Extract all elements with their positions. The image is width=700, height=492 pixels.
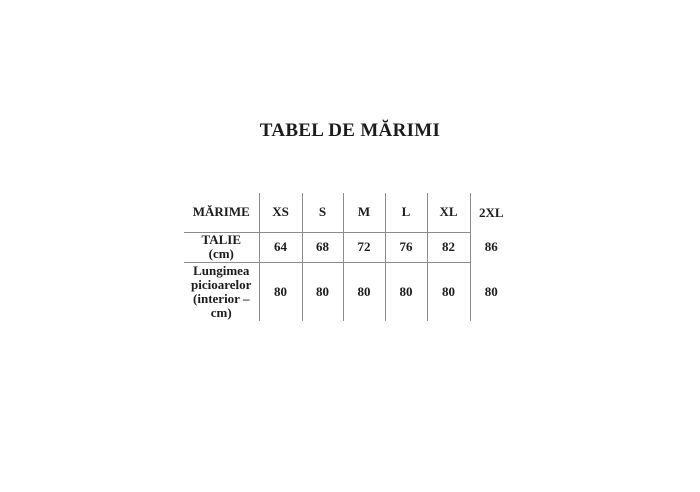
- table-row-talie: [184, 232, 512, 262]
- column-header-2xl: 2XL: [478, 204, 504, 220]
- table-cell-talie-xs: 64: [259, 232, 302, 262]
- column-header-marime: MĂRIME: [184, 193, 259, 232]
- table-cell-lungimea-m: 80: [343, 262, 385, 321]
- row-label-line: cm): [210, 304, 232, 320]
- row-label-lungimea: [184, 262, 259, 321]
- table-cell-lungimea-l: 80: [385, 262, 427, 321]
- table-cell-lungimea-s: 80: [302, 262, 343, 321]
- table-cell-talie-l: 76: [385, 232, 427, 262]
- row-label-line: Lungimea: [193, 262, 250, 278]
- size-table-header-row: [184, 193, 512, 232]
- table-cell-lungimea-xs: 80: [259, 262, 302, 321]
- table-cell-talie-s: 68: [302, 232, 343, 262]
- size-table: [184, 193, 512, 321]
- column-header-l: L: [385, 193, 427, 232]
- table-cell-talie-2xl: 86: [484, 239, 498, 254]
- row-label-line: (cm): [208, 246, 234, 261]
- column-header-m: M: [343, 193, 385, 232]
- size-table-container: [184, 193, 512, 321]
- table-cell-lungimea-2xl: 80: [484, 283, 498, 299]
- row-label-line: picioarelor: [191, 276, 252, 292]
- table-cell-talie-m: 72: [343, 232, 385, 262]
- column-header-s: S: [302, 193, 343, 232]
- table-cell-talie-xl: 82: [427, 232, 470, 262]
- row-label-line: (interior –: [193, 290, 250, 306]
- page-title: TABEL DE MĂRIMI: [259, 120, 441, 141]
- table-cell-lungimea-xl: 80: [427, 262, 470, 321]
- row-label-line: TALIE: [201, 232, 241, 247]
- row-label-talie: [184, 232, 259, 262]
- column-header-xs: XS: [259, 193, 302, 232]
- table-row-lungimea: [184, 262, 512, 321]
- column-header-xl: XL: [427, 193, 470, 232]
